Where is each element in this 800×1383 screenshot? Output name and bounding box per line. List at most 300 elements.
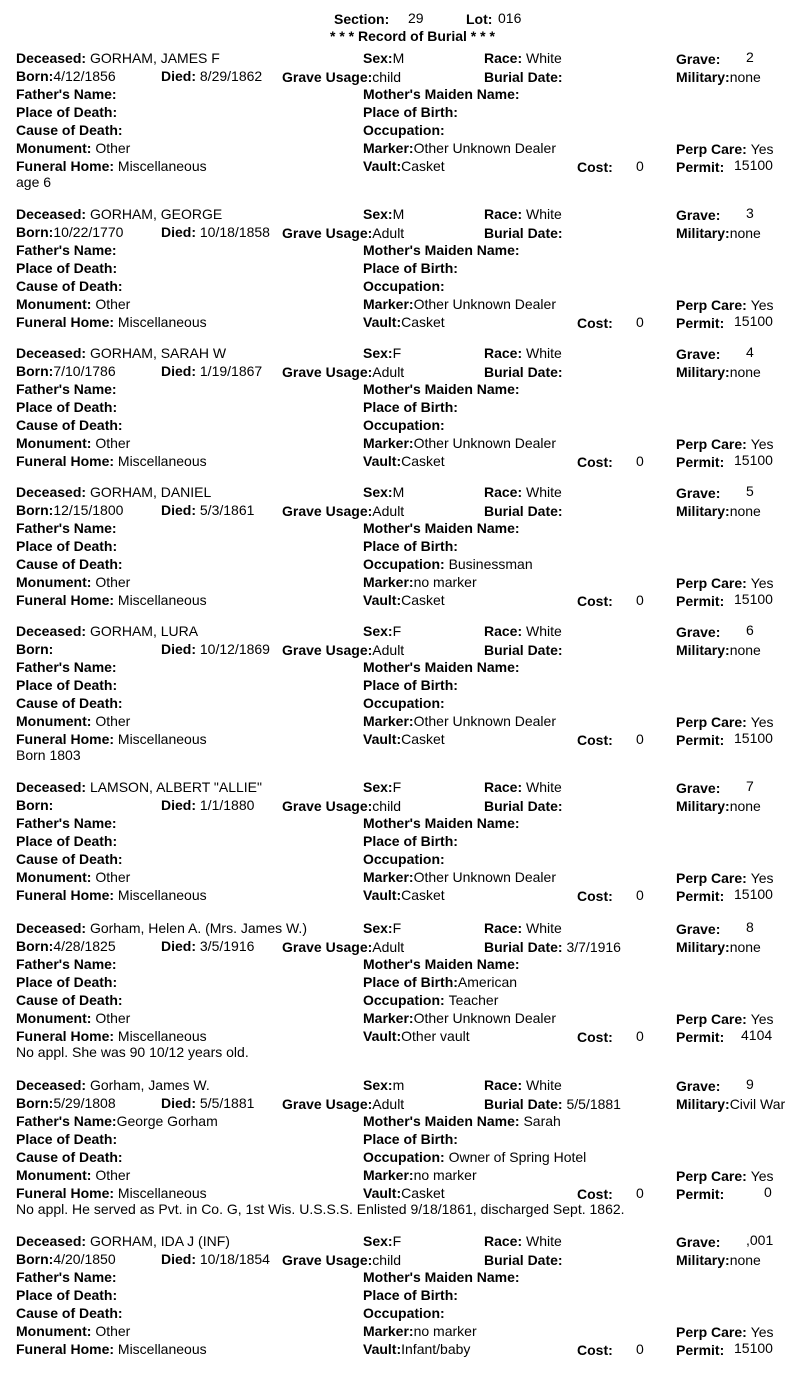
- section-value: 29: [408, 10, 424, 26]
- grave-label: Grave:: [676, 207, 721, 223]
- place-of-death-field: Place of Death:: [16, 260, 118, 276]
- permit-label: Permit:: [676, 593, 725, 609]
- record-note: Born 1803: [16, 747, 81, 763]
- permit-value: 15100: [734, 730, 773, 746]
- vault-field: Vault:Casket: [363, 592, 445, 608]
- race-value: White: [526, 345, 562, 361]
- permit-value: 15100: [734, 157, 773, 173]
- grave-value: 8: [746, 919, 754, 935]
- cost-label: Cost:: [577, 888, 613, 904]
- monument-field: Monument: Other: [16, 1010, 131, 1026]
- vault-value: Casket: [401, 731, 445, 747]
- sex-value: F: [392, 345, 402, 361]
- cost-label: Cost:: [577, 732, 613, 748]
- occupation-field: Occupation:: [363, 122, 445, 138]
- born-field: Born:4/12/1856: [16, 68, 116, 84]
- deceased-name: GORHAM, DANIEL: [89, 484, 212, 500]
- sex-value: F: [392, 1233, 402, 1249]
- monument-field: Monument: Other: [16, 713, 131, 729]
- vault-field: Vault:Casket: [363, 1185, 445, 1201]
- funeral-home-field: Funeral Home: Miscellaneous: [16, 1341, 207, 1357]
- marker-field: Marker:Other Unknown Dealer: [363, 140, 556, 156]
- marker-field: Marker:Other Unknown Dealer: [363, 296, 556, 312]
- burial-record: [0, 1077, 800, 1227]
- monument-value: Other: [95, 140, 131, 156]
- fathers-name-field: Father's Name:George Gorham: [16, 1113, 218, 1129]
- grave-usage-value: Adult: [372, 225, 405, 241]
- born-value: 5/29/1808: [53, 1095, 116, 1111]
- place-of-death-field: Place of Death:: [16, 677, 118, 693]
- died-field: Died: 1/1/1880: [161, 797, 255, 813]
- cost-value: 0: [636, 1341, 644, 1357]
- cost-value: 0: [636, 453, 644, 469]
- mothers-maiden-name-field: Mother's Maiden Name:: [363, 956, 520, 972]
- cause-of-death-field: Cause of Death:: [16, 417, 123, 433]
- deceased-name: GORHAM, JAMES F: [89, 50, 220, 66]
- cost-label: Cost:: [577, 1342, 613, 1358]
- marker-field: Marker:Other Unknown Dealer: [363, 1010, 556, 1026]
- funeral-home-value: Miscellaneous: [117, 1028, 207, 1044]
- grave-value: 7: [746, 778, 754, 794]
- burial-date-field: Burial Date:: [484, 642, 563, 658]
- race-value: White: [526, 779, 562, 795]
- deceased-field: Deceased: GORHAM, DANIEL: [16, 484, 212, 500]
- military-field: Military:none: [676, 364, 761, 380]
- grave-usage-value: Adult: [372, 503, 405, 519]
- born-value: 4/20/1850: [53, 1251, 116, 1267]
- place-of-birth-field: Place of Birth:: [363, 677, 458, 693]
- vault-value: Casket: [401, 314, 445, 330]
- burial-record: [0, 779, 800, 929]
- place-of-birth-field: Place of Birth:: [363, 1287, 458, 1303]
- burial-date-value: 5/5/1881: [566, 1096, 621, 1112]
- vault-field: Vault:Infant/baby: [363, 1341, 471, 1357]
- grave-usage-value: child: [372, 69, 402, 85]
- funeral-home-value: Miscellaneous: [117, 1185, 207, 1201]
- military-value: Civil War: [729, 1096, 786, 1112]
- grave-usage-field: Grave Usage:Adult: [282, 364, 405, 380]
- died-value: 10/12/1869: [199, 641, 270, 657]
- born-value: 12/15/1800: [53, 502, 124, 518]
- grave-label: Grave:: [676, 1078, 721, 1094]
- grave-label: Grave:: [676, 346, 721, 362]
- vault-field: Vault:Casket: [363, 453, 445, 469]
- perp-care-field: Perp Care: Yes: [676, 575, 774, 591]
- place-of-birth-field: Place of Birth:: [363, 538, 458, 554]
- died-value: 10/18/1858: [199, 224, 270, 240]
- sex-field: Sex:F: [363, 779, 402, 795]
- vault-field: Vault:Casket: [363, 731, 445, 747]
- funeral-home-value: Miscellaneous: [117, 887, 207, 903]
- race-value: White: [526, 1077, 562, 1093]
- monument-field: Monument: Other: [16, 296, 131, 312]
- sex-value: F: [392, 623, 402, 639]
- place-of-death-field: Place of Death:: [16, 1131, 118, 1147]
- cause-of-death-field: Cause of Death:: [16, 1149, 123, 1165]
- perp-care-value: Yes: [750, 575, 774, 591]
- place-of-birth-field: Place of Birth:: [363, 1131, 458, 1147]
- perp-care-field: Perp Care: Yes: [676, 1168, 774, 1184]
- marker-field: Marker:no marker: [363, 1167, 477, 1183]
- perp-care-value: Yes: [750, 870, 774, 886]
- permit-label: Permit:: [676, 888, 725, 904]
- died-value: 1/1/1880: [199, 797, 255, 813]
- vault-value: Casket: [401, 887, 445, 903]
- fathers-name-field: Father's Name:: [16, 242, 117, 258]
- race-value: White: [526, 484, 562, 500]
- burial-date-field: Burial Date:: [484, 798, 563, 814]
- cost-label: Cost:: [577, 1186, 613, 1202]
- grave-usage-field: Grave Usage:Adult: [282, 1096, 405, 1112]
- funeral-home-field: Funeral Home: Miscellaneous: [16, 1185, 207, 1201]
- burial-date-field: Burial Date: 5/5/1881: [484, 1096, 621, 1112]
- permit-value: 0: [764, 1184, 772, 1200]
- deceased-field: Deceased: GORHAM, SARAH W: [16, 345, 227, 361]
- grave-value: 6: [746, 622, 754, 638]
- perp-care-field: Perp Care: Yes: [676, 141, 774, 157]
- permit-label: Permit:: [676, 1029, 725, 1045]
- cause-of-death-field: Cause of Death:: [16, 695, 123, 711]
- record-note: age 6: [16, 174, 52, 190]
- vault-field: Vault:Casket: [363, 158, 445, 174]
- sex-field: Sex:F: [363, 345, 402, 361]
- funeral-home-field: Funeral Home: Miscellaneous: [16, 314, 207, 330]
- place-of-death-field: Place of Death:: [16, 974, 118, 990]
- vault-value: Casket: [401, 453, 445, 469]
- military-value: none: [729, 503, 761, 519]
- perp-care-value: Yes: [750, 297, 774, 313]
- mothers-maiden-name-field: Mother's Maiden Name:: [363, 1269, 520, 1285]
- military-field: Military:none: [676, 939, 761, 955]
- military-value: none: [729, 939, 761, 955]
- deceased-field: Deceased: GORHAM, IDA J (INF): [16, 1233, 230, 1249]
- vault-field: Vault:Other vault: [363, 1028, 470, 1044]
- cost-label: Cost:: [577, 593, 613, 609]
- monument-value: Other: [95, 1010, 131, 1026]
- deceased-name: Gorham, James W.: [89, 1077, 210, 1093]
- race-field: Race: White: [484, 345, 562, 361]
- grave-usage-value: Adult: [372, 939, 405, 955]
- burial-record: [0, 206, 800, 356]
- grave-label: Grave:: [676, 485, 721, 501]
- mothers-maiden-name-value: Sarah: [523, 1113, 561, 1129]
- permit-label: Permit:: [676, 315, 725, 331]
- monument-value: Other: [95, 574, 131, 590]
- permit-value: 15100: [734, 886, 773, 902]
- perp-care-field: Perp Care: Yes: [676, 870, 774, 886]
- burial-date-field: Burial Date:: [484, 503, 563, 519]
- monument-value: Other: [95, 713, 131, 729]
- occupation-field: Occupation:: [363, 1305, 445, 1321]
- record-note: No appl. She was 90 10/12 years old.: [16, 1044, 249, 1060]
- sex-field: Sex:m: [363, 1077, 405, 1093]
- military-value: none: [729, 69, 761, 85]
- race-field: Race: White: [484, 779, 562, 795]
- born-value: 4/12/1856: [53, 68, 116, 84]
- born-field: Born:7/10/1786: [16, 363, 116, 379]
- place-of-death-field: Place of Death:: [16, 833, 118, 849]
- born-value: 4/28/1825: [53, 938, 116, 954]
- fathers-name-field: Father's Name:: [16, 86, 117, 102]
- monument-value: Other: [95, 435, 131, 451]
- died-value: 10/18/1854: [199, 1251, 270, 1267]
- monument-field: Monument: Other: [16, 1323, 131, 1339]
- mothers-maiden-name-field: Mother's Maiden Name:: [363, 381, 520, 397]
- deceased-field: Deceased: GORHAM, LURA: [16, 623, 199, 639]
- cause-of-death-field: Cause of Death:: [16, 122, 123, 138]
- died-field: Died: 3/5/1916: [161, 938, 255, 954]
- place-of-birth-field: Place of Birth:: [363, 833, 458, 849]
- died-value: 5/5/1881: [199, 1095, 255, 1111]
- fathers-name-field: Father's Name:: [16, 956, 117, 972]
- military-value: none: [729, 642, 761, 658]
- place-of-death-field: Place of Death:: [16, 538, 118, 554]
- fathers-name-field: Father's Name:: [16, 1269, 117, 1285]
- grave-usage-value: child: [372, 798, 402, 814]
- occupation-field: Occupation:: [363, 278, 445, 294]
- funeral-home-value: Miscellaneous: [117, 592, 207, 608]
- died-field: Died: 5/3/1861: [161, 502, 255, 518]
- sex-value: M: [392, 50, 405, 66]
- sex-value: M: [392, 484, 405, 500]
- mothers-maiden-name-field: Mother's Maiden Name: Sarah: [363, 1113, 561, 1129]
- race-value: White: [526, 206, 562, 222]
- occupation-value: Teacher: [448, 992, 499, 1008]
- lot-label: Lot:: [466, 11, 493, 27]
- place-of-birth-field: Place of Birth:American: [363, 974, 518, 990]
- died-value: 1/19/1867: [199, 363, 263, 379]
- grave-value: 3: [746, 205, 754, 221]
- cause-of-death-field: Cause of Death:: [16, 992, 123, 1008]
- record-note: No appl. He served as Pvt. in Co. G, 1st Wis. U.S.S.S. Enlisted 9/18/1861, discharged Sept. 1862.: [16, 1201, 625, 1217]
- permit-label: Permit:: [676, 454, 725, 470]
- mothers-maiden-name-field: Mother's Maiden Name:: [363, 86, 520, 102]
- marker-value: Other Unknown Dealer: [413, 296, 556, 312]
- military-value: none: [729, 1252, 761, 1268]
- section-label: Section:: [334, 11, 390, 27]
- sex-field: Sex:M: [363, 484, 405, 500]
- funeral-home-value: Miscellaneous: [117, 158, 207, 174]
- cause-of-death-field: Cause of Death:: [16, 556, 123, 572]
- burial-date-field: Burial Date:: [484, 225, 563, 241]
- burial-record: [0, 623, 800, 773]
- burial-date-field: Burial Date: 3/7/1916: [484, 939, 621, 955]
- vault-value: Casket: [401, 158, 445, 174]
- permit-label: Permit:: [676, 732, 725, 748]
- permit-value: 15100: [734, 1340, 773, 1356]
- marker-field: Marker:Other Unknown Dealer: [363, 869, 556, 885]
- deceased-name: GORHAM, LURA: [89, 623, 199, 639]
- military-value: none: [729, 364, 761, 380]
- burial-record: [0, 920, 800, 1070]
- marker-field: Marker:Other Unknown Dealer: [363, 435, 556, 451]
- place-of-death-field: Place of Death:: [16, 1287, 118, 1303]
- sex-value: M: [392, 206, 405, 222]
- died-field: Died: 10/12/1869: [161, 641, 270, 657]
- funeral-home-value: Miscellaneous: [117, 453, 207, 469]
- cost-label: Cost:: [577, 454, 613, 470]
- funeral-home-field: Funeral Home: Miscellaneous: [16, 158, 207, 174]
- race-field: Race: White: [484, 50, 562, 66]
- marker-value: Other Unknown Dealer: [413, 713, 556, 729]
- funeral-home-field: Funeral Home: Miscellaneous: [16, 1028, 207, 1044]
- grave-usage-field: Grave Usage:child: [282, 1252, 402, 1268]
- race-field: Race: White: [484, 206, 562, 222]
- marker-value: Other Unknown Dealer: [413, 1010, 556, 1026]
- permit-value: 15100: [734, 452, 773, 468]
- perp-care-value: Yes: [750, 1011, 774, 1027]
- died-value: 8/29/1862: [199, 68, 263, 84]
- vault-field: Vault:Casket: [363, 314, 445, 330]
- funeral-home-field: Funeral Home: Miscellaneous: [16, 592, 207, 608]
- deceased-field: Deceased: GORHAM, JAMES F: [16, 50, 220, 66]
- vault-field: Vault:Casket: [363, 887, 445, 903]
- grave-value: 4: [746, 344, 754, 360]
- grave-usage-field: Grave Usage:Adult: [282, 939, 405, 955]
- place-of-birth-value: American: [457, 974, 518, 990]
- monument-value: Other: [95, 1167, 131, 1183]
- lot-value: 016: [498, 10, 522, 26]
- died-field: Died: 5/5/1881: [161, 1095, 255, 1111]
- grave-usage-value: Adult: [372, 642, 405, 658]
- sex-field: Sex:M: [363, 50, 405, 66]
- grave-label: Grave:: [676, 1234, 721, 1250]
- funeral-home-value: Miscellaneous: [117, 1341, 207, 1357]
- died-field: Died: 1/19/1867: [161, 363, 263, 379]
- fathers-name-field: Father's Name:: [16, 520, 117, 536]
- cost-value: 0: [636, 887, 644, 903]
- sex-value: F: [392, 920, 402, 936]
- deceased-field: Deceased: Gorham, Helen A. (Mrs. James W.): [16, 920, 307, 936]
- deceased-field: Deceased: LAMSON, ALBERT "ALLIE": [16, 779, 262, 795]
- perp-care-value: Yes: [750, 1324, 774, 1340]
- cost-value: 0: [636, 1185, 644, 1201]
- mothers-maiden-name-field: Mother's Maiden Name:: [363, 659, 520, 675]
- military-field: Military:none: [676, 798, 761, 814]
- funeral-home-value: Miscellaneous: [117, 731, 207, 747]
- deceased-name: Gorham, Helen A. (Mrs. James W.): [89, 920, 307, 936]
- marker-value: Other Unknown Dealer: [413, 869, 556, 885]
- monument-field: Monument: Other: [16, 140, 131, 156]
- perp-care-value: Yes: [750, 1168, 774, 1184]
- race-value: White: [526, 920, 562, 936]
- cost-value: 0: [636, 731, 644, 747]
- perp-care-field: Perp Care: Yes: [676, 297, 774, 313]
- burial-record: [0, 50, 800, 200]
- grave-usage-value: Adult: [372, 1096, 405, 1112]
- grave-value: 5: [746, 483, 754, 499]
- sex-field: Sex:F: [363, 920, 402, 936]
- vault-value: Casket: [401, 1185, 445, 1201]
- cost-label: Cost:: [577, 159, 613, 175]
- grave-usage-value: Adult: [372, 364, 405, 380]
- grave-label: Grave:: [676, 624, 721, 640]
- place-of-death-field: Place of Death:: [16, 399, 118, 415]
- permit-value: 15100: [734, 591, 773, 607]
- grave-usage-value: child: [372, 1252, 402, 1268]
- burial-date-value: 3/7/1916: [566, 939, 621, 955]
- race-field: Race: White: [484, 920, 562, 936]
- race-field: Race: White: [484, 623, 562, 639]
- sex-field: Sex:F: [363, 623, 402, 639]
- born-field: Born:5/29/1808: [16, 1095, 116, 1111]
- military-field: Military:none: [676, 642, 761, 658]
- permit-value: 15100: [734, 313, 773, 329]
- place-of-birth-field: Place of Birth:: [363, 260, 458, 276]
- race-value: White: [526, 623, 562, 639]
- grave-usage-field: Grave Usage:child: [282, 69, 402, 85]
- marker-value: no marker: [413, 1323, 477, 1339]
- monument-field: Monument: Other: [16, 574, 131, 590]
- mothers-maiden-name-field: Mother's Maiden Name:: [363, 242, 520, 258]
- grave-value: ,001: [746, 1232, 774, 1248]
- permit-label: Permit:: [676, 1186, 725, 1202]
- sex-field: Sex:F: [363, 1233, 402, 1249]
- race-value: White: [526, 1233, 562, 1249]
- military-field: Military:none: [676, 1252, 761, 1268]
- record-of-burial-title: * * * Record of Burial * * *: [330, 28, 495, 44]
- deceased-field: Deceased: GORHAM, GEORGE: [16, 206, 223, 222]
- sex-value: F: [392, 779, 402, 795]
- cost-value: 0: [636, 1028, 644, 1044]
- funeral-home-value: Miscellaneous: [117, 314, 207, 330]
- funeral-home-field: Funeral Home: Miscellaneous: [16, 453, 207, 469]
- monument-field: Monument: Other: [16, 869, 131, 885]
- marker-field: Marker:no marker: [363, 1323, 477, 1339]
- military-field: Military:none: [676, 225, 761, 241]
- military-field: Military:Civil War: [676, 1096, 786, 1112]
- perp-care-field: Perp Care: Yes: [676, 1011, 774, 1027]
- fathers-name-field: Father's Name:: [16, 815, 117, 831]
- race-value: White: [526, 50, 562, 66]
- grave-usage-field: Grave Usage:Adult: [282, 503, 405, 519]
- cost-label: Cost:: [577, 315, 613, 331]
- died-field: Died: 8/29/1862: [161, 68, 263, 84]
- permit-value: 4104: [741, 1027, 773, 1043]
- died-value: 3/5/1916: [199, 938, 255, 954]
- vault-value: Other vault: [401, 1028, 470, 1044]
- burial-record: [0, 345, 800, 495]
- died-field: Died: 10/18/1854: [161, 1251, 270, 1267]
- monument-value: Other: [95, 296, 131, 312]
- military-field: Military:none: [676, 503, 761, 519]
- place-of-birth-field: Place of Birth:: [363, 104, 458, 120]
- sex-field: Sex:M: [363, 206, 405, 222]
- military-value: none: [729, 798, 761, 814]
- funeral-home-field: Funeral Home: Miscellaneous: [16, 887, 207, 903]
- grave-usage-field: Grave Usage:Adult: [282, 225, 405, 241]
- perp-care-field: Perp Care: Yes: [676, 1324, 774, 1340]
- perp-care-value: Yes: [750, 714, 774, 730]
- cost-label: Cost:: [577, 1029, 613, 1045]
- cause-of-death-field: Cause of Death:: [16, 851, 123, 867]
- grave-value: 9: [746, 1076, 754, 1092]
- burial-date-field: Burial Date:: [484, 1252, 563, 1268]
- deceased-name: GORHAM, GEORGE: [89, 206, 223, 222]
- deceased-name: LAMSON, ALBERT "ALLIE": [89, 779, 262, 795]
- burial-record: [0, 484, 800, 634]
- occupation-field: Occupation: Businessman: [363, 556, 533, 572]
- sex-value: m: [392, 1077, 405, 1093]
- marker-value: Other Unknown Dealer: [413, 140, 556, 156]
- born-value: 7/10/1786: [53, 363, 116, 379]
- race-field: Race: White: [484, 1233, 562, 1249]
- died-field: Died: 10/18/1858: [161, 224, 270, 240]
- race-field: Race: White: [484, 484, 562, 500]
- funeral-home-field: Funeral Home: Miscellaneous: [16, 731, 207, 747]
- burial-record: [0, 1233, 800, 1383]
- burial-date-field: Burial Date:: [484, 69, 563, 85]
